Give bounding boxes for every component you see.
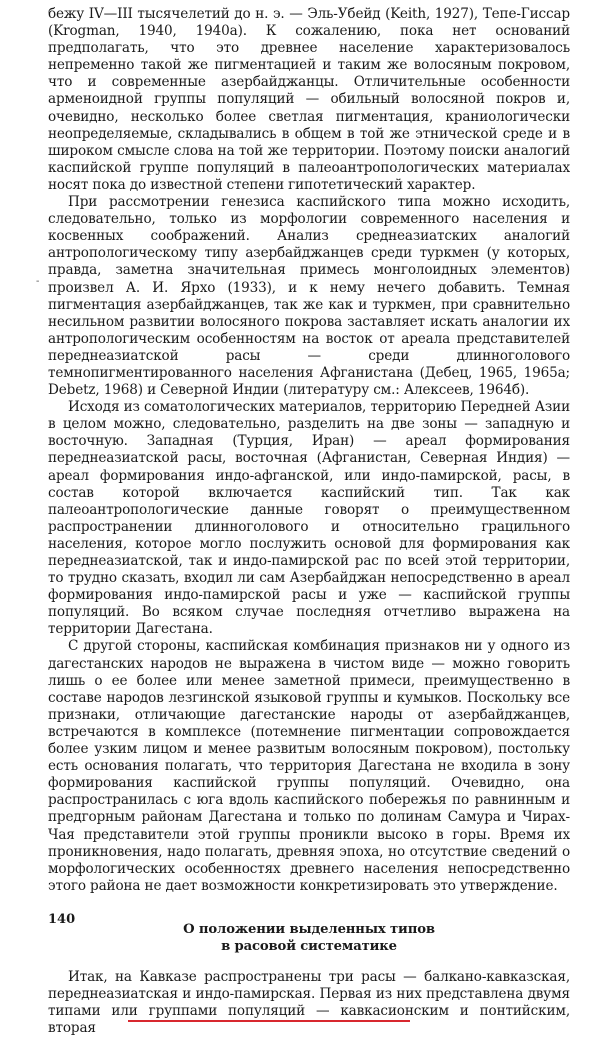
section-heading — [48, 921, 570, 955]
heading-line-2: в расовой систематике — [221, 938, 397, 954]
paragraph-5: Итак, на Кавказе распространены три расы — балкано-кавказская, переднеазиатская и индо-памирская. Первая из них представлена двумя типами или группами популяций — кавкасионским и понтийским, вторая — [48, 968, 570, 1037]
bottom-paragraph-wrap — [48, 969, 570, 1037]
paragraph-4: С другой стороны, каспийская комбинация признаков ни у одного из дагестанских народов не выражена в чистом виде — можно говорить лишь о ее более или менее заметной примеси, преимущественно в составе народов лезгинской языковой группы и кумыков. Поскольку все признаки, отличающие дагестанские народы от азербайджанцев, встречаются в комплексе (потемнение пигментации сопровождается более узким лицом и менее развитым волосяным покровом), постольку есть основания полагать, что территория Дагестана не входила в зону формирования каспийской группы популяций. Очевидно, она распространилась с юга вдоль каспийского побережья по равнинным и предгорным районам Дагестана и только по долинам Самура и Чирах-Чая представители этой группы проникли высоко в горы. Время их проникновения, надо полагать, древняя эпоха, но отсутствие сведений о морфологических особенностях древнего населения непосредственно этого района не дает возможности конкретизировать это утверждение. — [48, 638, 570, 894]
heading-line-1: О положении выделенных типов — [183, 921, 435, 937]
paragraph-3: Исходя из соматологических материалов, территорию Передней Азии в целом можно, следовательно, разделить на две зоны — западную и восточную. Западная (Турция, Иран) — ареал формирования переднеазиатской расы, восточная (Афганистан, Северная Индия) — ареал формирования индо-афганской, или индо-памирской, расы, в состав которой включается каспийский тип. Так как палеоантропологические данные говорят о преимущественном распространении длинноголового и относительно грацильного населения, которое могло послужить основой для формирования как переднеазиатской, так и индо-памирской рас по всей этой территории, то трудно сказать, входил ли сам Азербайджан непосредственно в ареал формирования индо-памирской расы и уже — каспийской группы популяций. Во всяком случае последняя отчетливо выражена на территории Дагестана. — [48, 399, 570, 638]
page-number: 140 — [48, 912, 76, 927]
paragraph-2: При рассмотрении генезиса каспийского типа можно исходить, следовательно, только из морфологии современного населения и косвенных соображений. Анализ среднеазиатских аналогий антропологическому типу азербайджанцев среди туркмен (у которых, правда, заметна значительная примесь монголоидных элементов) произвел А. И. Ярхо (1933), и к нему нечего добавить. Темная пигментация азербайджанцев, так же как и туркмен, при сравнительно несильном развитии волосяного покрова заставляет искать аналогии их антропологическим особенностям на восток от ареала представителей переднеазиатской расы — среди длинноголового темнопигментированного населения Афганистана (Дебец, 1965, 1965a; Debetz, 1968) и Северной Индии (литературу см.: Алексеев, 1964б). — [48, 194, 570, 399]
main-text — [48, 6, 570, 1037]
red-underline-annotation — [128, 1020, 410, 1022]
paragraph-1: бежу IV—III тысячелетий до н. э. — Эль-Убейд (Keith, 1927), Тепе-Гиссар (Krogman, 1940, 1940a). К сожалению, пока нет оснований предполагать, что это древнее население характеризовалось непременно такой же пигментацией и таким же волосяным покровом, что и современные азербайджанцы. Отличительные особенности арменоидной группы популяций — обильный волосяной покров и, очевидно, несколько более светлая пигментация, краниологически неопределяемые, складывались в общем в той же этнической среде и в широком смысле слова на той же территории. Поэтому поиски аналогий каспийской группе популяций в палеоантропологических материалах носят пока до известной степени гипотетический характер. — [48, 6, 570, 193]
margin-mark: - — [36, 276, 40, 287]
